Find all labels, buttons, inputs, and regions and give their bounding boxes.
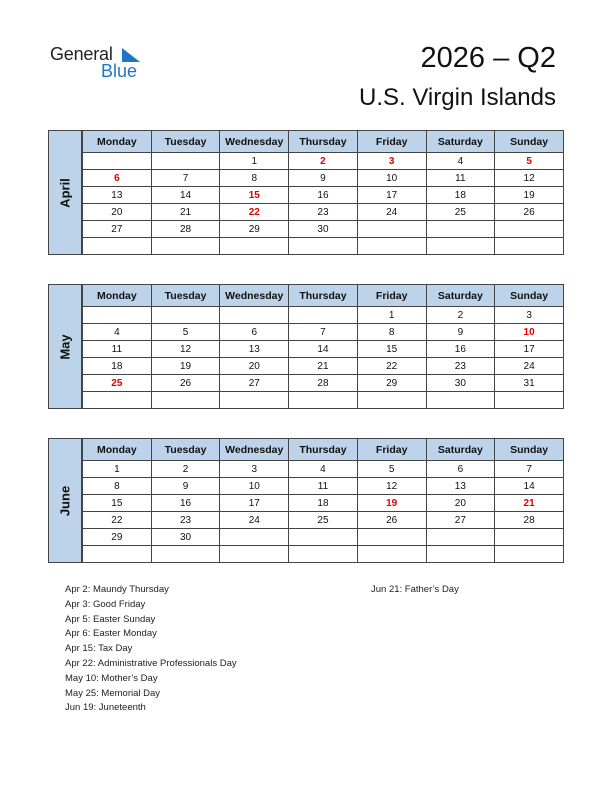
day-cell: 19 bbox=[357, 495, 426, 512]
day-cell: 7 bbox=[289, 324, 358, 341]
day-cell: 12 bbox=[495, 170, 564, 187]
day-cell: 21 bbox=[151, 204, 220, 221]
day-cell bbox=[426, 238, 495, 255]
day-cell bbox=[426, 529, 495, 546]
weekday-header: Friday bbox=[357, 285, 426, 307]
day-cell: 26 bbox=[495, 204, 564, 221]
day-cell: 1 bbox=[220, 153, 289, 170]
day-cell: 3 bbox=[495, 307, 564, 324]
holiday-note: Apr 6: Easter Monday bbox=[65, 628, 157, 640]
week-row bbox=[83, 324, 564, 341]
day-cell: 16 bbox=[289, 187, 358, 204]
weekday-header: Saturday bbox=[426, 131, 495, 153]
day-cell: 16 bbox=[151, 495, 220, 512]
day-cell: 13 bbox=[220, 341, 289, 358]
day-cell: 7 bbox=[495, 461, 564, 478]
day-cell: 30 bbox=[151, 529, 220, 546]
day-cell: 19 bbox=[495, 187, 564, 204]
day-cell bbox=[151, 238, 220, 255]
day-cell bbox=[495, 392, 564, 409]
day-cell: 14 bbox=[289, 341, 358, 358]
day-cell bbox=[151, 392, 220, 409]
day-cell: 7 bbox=[151, 170, 220, 187]
day-cell: 8 bbox=[357, 324, 426, 341]
week-row bbox=[83, 392, 564, 409]
day-cell: 28 bbox=[289, 375, 358, 392]
day-cell bbox=[357, 529, 426, 546]
month-name: April bbox=[57, 177, 73, 208]
day-cell: 29 bbox=[220, 221, 289, 238]
day-cell bbox=[289, 238, 358, 255]
day-cell: 30 bbox=[289, 221, 358, 238]
day-cell: 28 bbox=[495, 512, 564, 529]
day-cell bbox=[357, 221, 426, 238]
day-cell: 22 bbox=[83, 512, 152, 529]
logo-general-text: General bbox=[50, 44, 113, 64]
holiday-note: Apr 3: Good Friday bbox=[65, 598, 146, 610]
weekday-header: Friday bbox=[357, 439, 426, 461]
calendar-table bbox=[82, 284, 564, 409]
weekday-header: Thursday bbox=[289, 131, 358, 153]
day-cell: 2 bbox=[426, 307, 495, 324]
day-cell: 11 bbox=[289, 478, 358, 495]
day-cell: 10 bbox=[495, 324, 564, 341]
day-cell: 23 bbox=[426, 358, 495, 375]
day-cell bbox=[357, 238, 426, 255]
day-cell: 18 bbox=[426, 187, 495, 204]
weekday-header: Wednesday bbox=[220, 439, 289, 461]
weekday-header: Monday bbox=[83, 439, 152, 461]
day-cell: 24 bbox=[357, 204, 426, 221]
calendar-table bbox=[82, 438, 564, 563]
weekday-header: Tuesday bbox=[151, 131, 220, 153]
day-cell: 16 bbox=[426, 341, 495, 358]
day-cell: 26 bbox=[357, 512, 426, 529]
day-cell: 2 bbox=[289, 153, 358, 170]
day-cell bbox=[220, 546, 289, 563]
day-cell: 8 bbox=[83, 478, 152, 495]
day-cell bbox=[151, 307, 220, 324]
day-cell: 31 bbox=[495, 375, 564, 392]
day-cell: 4 bbox=[289, 461, 358, 478]
day-cell: 10 bbox=[220, 478, 289, 495]
day-cell bbox=[220, 307, 289, 324]
week-row bbox=[83, 512, 564, 529]
page-subtitle: U.S. Virgin Islands bbox=[359, 84, 556, 111]
day-cell: 8 bbox=[220, 170, 289, 187]
day-cell: 9 bbox=[289, 170, 358, 187]
day-cell: 2 bbox=[151, 461, 220, 478]
day-cell: 9 bbox=[151, 478, 220, 495]
day-cell: 1 bbox=[357, 307, 426, 324]
weekday-header: Sunday bbox=[495, 439, 564, 461]
day-cell: 17 bbox=[495, 341, 564, 358]
day-cell: 10 bbox=[357, 170, 426, 187]
weekday-header: Monday bbox=[83, 285, 152, 307]
day-cell: 27 bbox=[83, 221, 152, 238]
weekday-header: Wednesday bbox=[220, 285, 289, 307]
day-cell: 20 bbox=[83, 204, 152, 221]
holiday-note: Apr 22: Administrative Professionals Day bbox=[65, 657, 237, 669]
week-row bbox=[83, 307, 564, 324]
day-cell: 12 bbox=[357, 478, 426, 495]
weekday-header: Wednesday bbox=[220, 131, 289, 153]
weekday-header: Tuesday bbox=[151, 439, 220, 461]
day-cell bbox=[495, 238, 564, 255]
day-cell: 15 bbox=[220, 187, 289, 204]
day-cell bbox=[495, 529, 564, 546]
page-title: 2026 – Q2 bbox=[420, 42, 556, 74]
day-cell: 17 bbox=[220, 495, 289, 512]
day-cell bbox=[83, 546, 152, 563]
holiday-note: May 10: Mother’s Day bbox=[65, 672, 158, 684]
day-cell bbox=[426, 221, 495, 238]
calendar-table bbox=[82, 130, 564, 255]
day-cell: 15 bbox=[83, 495, 152, 512]
day-cell: 23 bbox=[151, 512, 220, 529]
day-cell: 3 bbox=[357, 153, 426, 170]
day-cell: 25 bbox=[289, 512, 358, 529]
weekday-header: Sunday bbox=[495, 285, 564, 307]
day-cell: 11 bbox=[426, 170, 495, 187]
day-cell: 5 bbox=[357, 461, 426, 478]
holiday-note: Apr 15: Tax Day bbox=[65, 643, 133, 655]
day-cell: 22 bbox=[357, 358, 426, 375]
week-row bbox=[83, 375, 564, 392]
day-cell: 22 bbox=[220, 204, 289, 221]
day-cell: 3 bbox=[220, 461, 289, 478]
day-cell: 30 bbox=[426, 375, 495, 392]
week-row bbox=[83, 529, 564, 546]
month-label-bar bbox=[48, 284, 82, 409]
day-cell: 1 bbox=[83, 461, 152, 478]
day-cell bbox=[220, 529, 289, 546]
day-cell: 17 bbox=[357, 187, 426, 204]
day-cell: 26 bbox=[151, 375, 220, 392]
day-cell: 13 bbox=[83, 187, 152, 204]
day-cell bbox=[83, 153, 152, 170]
day-cell bbox=[495, 221, 564, 238]
holiday-note: Jun 21: Father’s Day bbox=[371, 584, 459, 595]
month-name: June bbox=[57, 485, 73, 516]
day-cell: 29 bbox=[83, 529, 152, 546]
day-cell bbox=[426, 392, 495, 409]
weekday-header: Monday bbox=[83, 131, 152, 153]
day-cell: 21 bbox=[495, 495, 564, 512]
day-cell: 9 bbox=[426, 324, 495, 341]
weekday-header: Tuesday bbox=[151, 285, 220, 307]
week-row bbox=[83, 187, 564, 204]
week-row bbox=[83, 461, 564, 478]
day-cell: 20 bbox=[220, 358, 289, 375]
day-cell: 23 bbox=[289, 204, 358, 221]
weekday-header: Saturday bbox=[426, 285, 495, 307]
holiday-notes-right bbox=[371, 583, 459, 598]
day-cell bbox=[289, 529, 358, 546]
day-cell bbox=[220, 238, 289, 255]
day-cell: 4 bbox=[426, 153, 495, 170]
day-cell bbox=[357, 392, 426, 409]
day-cell bbox=[220, 392, 289, 409]
day-cell: 6 bbox=[220, 324, 289, 341]
day-cell bbox=[151, 546, 220, 563]
day-cell: 11 bbox=[83, 341, 152, 358]
day-cell: 13 bbox=[426, 478, 495, 495]
day-cell bbox=[83, 392, 152, 409]
day-cell bbox=[357, 546, 426, 563]
day-cell: 24 bbox=[220, 512, 289, 529]
day-cell: 18 bbox=[289, 495, 358, 512]
logo-blue-text: Blue bbox=[101, 61, 138, 81]
holiday-note: May 25: Memorial Day bbox=[65, 687, 161, 699]
month-label-bar bbox=[48, 438, 82, 563]
day-cell: 24 bbox=[495, 358, 564, 375]
week-row bbox=[83, 170, 564, 187]
week-row bbox=[83, 495, 564, 512]
week-row bbox=[83, 204, 564, 221]
week-row bbox=[83, 358, 564, 375]
day-cell: 6 bbox=[83, 170, 152, 187]
day-cell: 27 bbox=[426, 512, 495, 529]
holiday-note: Jun 19: Juneteenth bbox=[65, 702, 146, 714]
logo-triangle-icon bbox=[122, 48, 140, 62]
weekday-header: Sunday bbox=[495, 131, 564, 153]
day-cell: 14 bbox=[151, 187, 220, 204]
holiday-note: Apr 5: Easter Sunday bbox=[65, 613, 156, 625]
logo bbox=[50, 44, 150, 84]
day-cell bbox=[495, 546, 564, 563]
day-cell: 28 bbox=[151, 221, 220, 238]
week-row bbox=[83, 238, 564, 255]
month-name: May bbox=[57, 333, 73, 360]
day-cell bbox=[289, 307, 358, 324]
week-row bbox=[83, 221, 564, 238]
day-cell bbox=[289, 392, 358, 409]
week-row bbox=[83, 546, 564, 563]
day-cell: 14 bbox=[495, 478, 564, 495]
day-cell: 29 bbox=[357, 375, 426, 392]
weekday-header: Friday bbox=[357, 131, 426, 153]
day-cell bbox=[426, 546, 495, 563]
day-cell bbox=[289, 546, 358, 563]
holiday-note: Apr 2: Maundy Thursday bbox=[65, 584, 169, 595]
day-cell: 25 bbox=[426, 204, 495, 221]
day-cell: 12 bbox=[151, 341, 220, 358]
day-cell: 19 bbox=[151, 358, 220, 375]
day-cell: 5 bbox=[495, 153, 564, 170]
day-cell: 6 bbox=[426, 461, 495, 478]
day-cell: 5 bbox=[151, 324, 220, 341]
day-cell: 15 bbox=[357, 341, 426, 358]
week-row bbox=[83, 478, 564, 495]
day-cell bbox=[151, 153, 220, 170]
holiday-notes-left bbox=[65, 583, 237, 716]
month-label-bar bbox=[48, 130, 82, 255]
week-row bbox=[83, 341, 564, 358]
weekday-header: Thursday bbox=[289, 439, 358, 461]
weekday-header: Saturday bbox=[426, 439, 495, 461]
day-cell bbox=[83, 307, 152, 324]
week-row bbox=[83, 153, 564, 170]
day-cell bbox=[83, 238, 152, 255]
day-cell: 21 bbox=[289, 358, 358, 375]
day-cell: 18 bbox=[83, 358, 152, 375]
day-cell: 20 bbox=[426, 495, 495, 512]
weekday-header: Thursday bbox=[289, 285, 358, 307]
day-cell: 4 bbox=[83, 324, 152, 341]
day-cell: 27 bbox=[220, 375, 289, 392]
day-cell: 25 bbox=[83, 375, 152, 392]
